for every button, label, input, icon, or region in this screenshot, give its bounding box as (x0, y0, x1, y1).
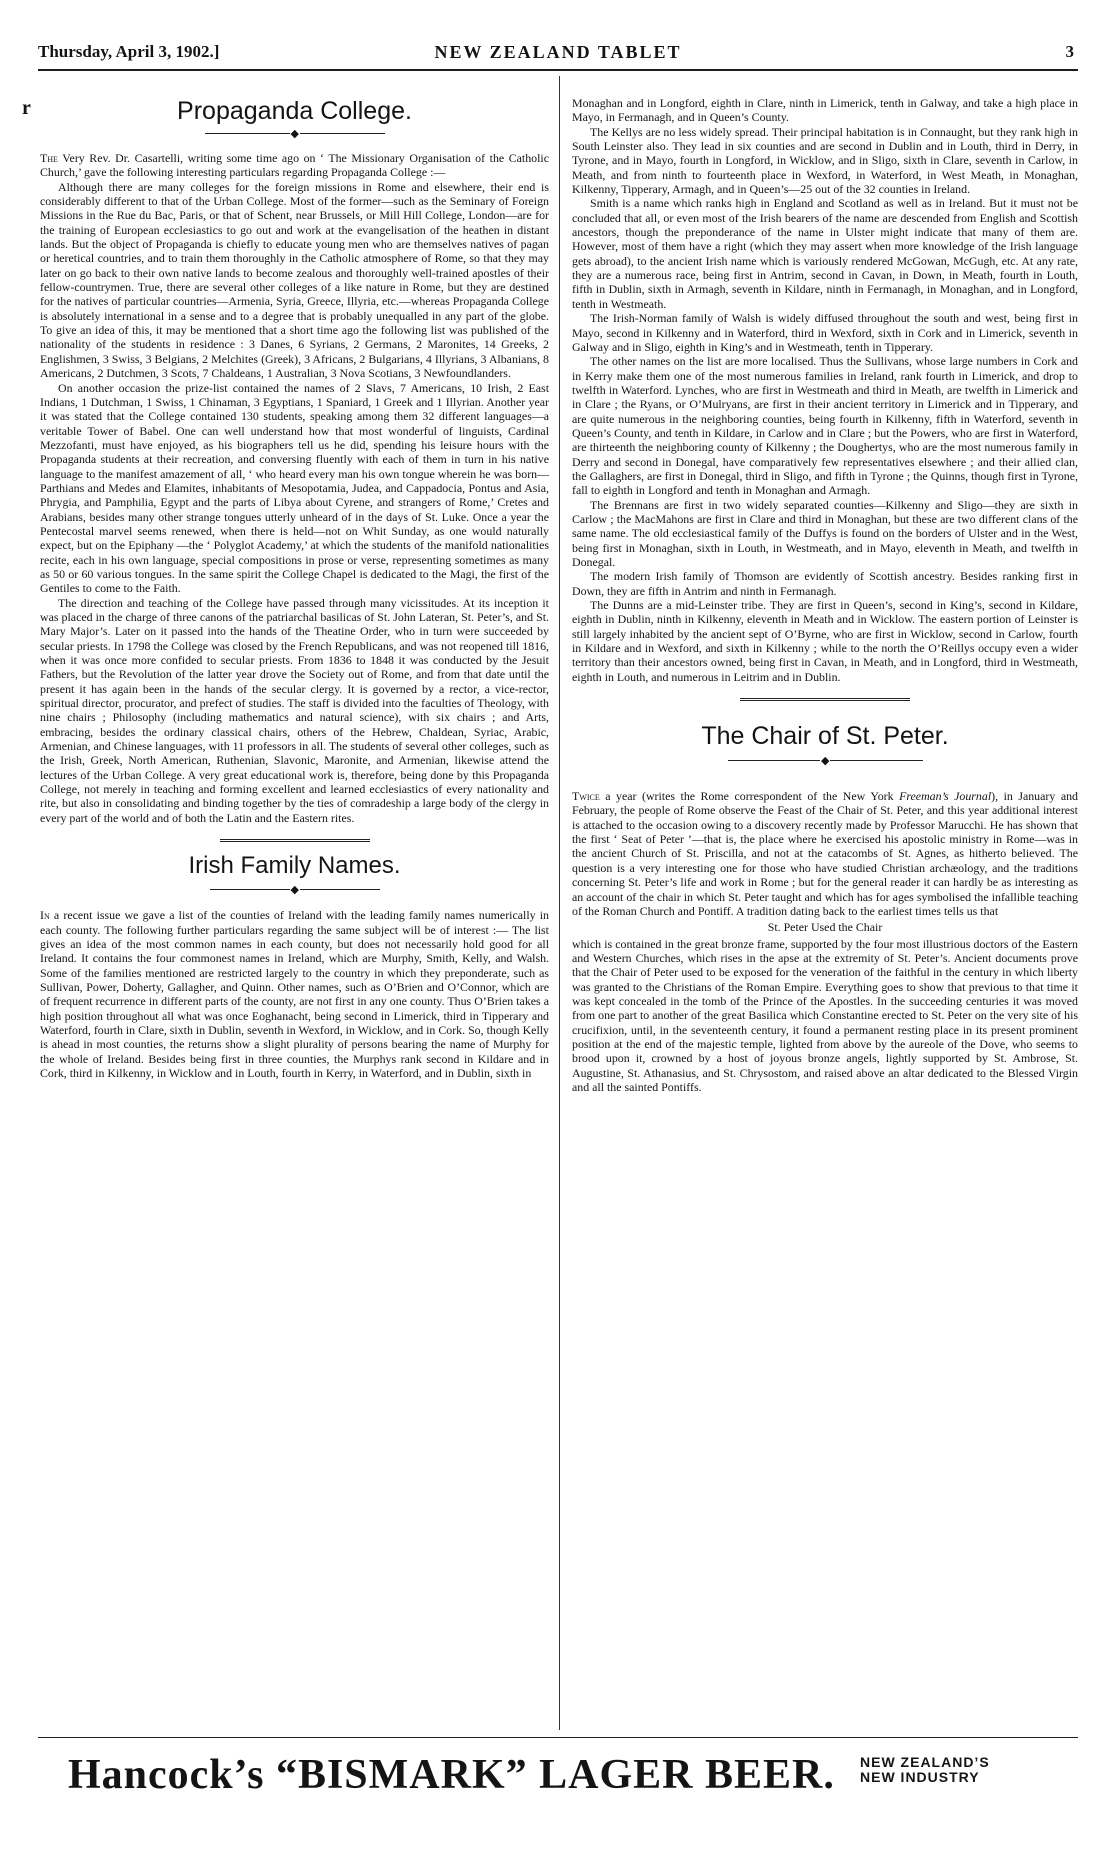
irish-continued-paragraph: The Irish-Norman family of Walsh is widely diffused throughout the south and west, being first in Mayo, second in Kilkenny and in Waterford, third in Wexford, sixth in Cork and in Limerick, seventh in Galway and in Sligo, eighth in King’s and in Westmeath, tenth in Tipperary. (572, 311, 1078, 354)
chair-paragraph: which is contained in the great bronze frame, supported by the four most illustrious doctors of the Eastern and Western Churches, which rises in the apse at the extremity of St. Peter’s. Ancient documents prove that the Chair of Peter used to be exposed for the veneration of the faithful in the century in which liberty was granted to the Christians of the Roman Empire. Everything goes to show that previous to that time it was kept concealed in the tomb of the Prince of the Apostles. In the succeeding centuries it was moved from one part to another of the great Basilica which Constantine erected to St. Peter on the very site of his crucifixion, until, in the seventeenth century, it found a permanent resting place in its present prominent position at the end of the majestic temple, lighted from above by the aureole of the Dove, who seems to brood upon it, crowned by a host of joyous bronze angels, lightly supported by St. Ambrose, St. Augustine, St. Athanasius, and St. Chrysostom, and raised above an altar dedicated to the Blessed Virgin and all the sainted Pontiffs. (572, 936, 1078, 1094)
propaganda-paragraph: The Very Rev. Dr. Casartelli, writing some time ago on ‘ The Missionary Organisation of the Catholic Church,’ gave the following interesting particulars regarding Propaganda College :— (40, 151, 549, 180)
irish-continued-paragraph: Monaghan and in Longford, eighth in Clare, ninth in Limerick, tenth in Galway, and take a high place in Mayo, in Fermanagh, and in Queen’s County. (572, 96, 1078, 125)
tagline-line: NEW ZEALAND’S (860, 1754, 990, 1770)
propaganda-paragraph: The direction and teaching of the College have passed through many vicissitudes. At its inception it was placed in the charge of three canons of the patriarchal basilicas of St. John Lateran, St. Peter’s, and St. Mary Major’s. Later on it passed into the hands of the Theatine Order, who in turn were succeeded by secular priests. In 1798 the College was closed by the French Republicans, and was not reopened till 1816, when it was once more confided to secular priests. From 1836 to 1848 it was conducted by the Jesuit Fathers, but the Revolution of the latter year drove the Society out of Rome, and from that date until the present it has again been in the hands of the secular clergy. It is governed by a rector, a vice-rector, spiritual director, procurator, and prefect of studies. The staff is divided into the faculties of Theology, with nine chairs ; Philosophy (including mathematics and natural science), with six chairs ; and Arts, embracing, besides the ordinary classical chairs, others of the Hebrew, Chaldean, Syriac, Arabic, Armenian, and Chinese languages, with 11 professors in all. The students of several other colleges, such as the Irish, Greek, North American, Ruthenian, Slavonic, Maronite, and Armenian, likewise attend the lectures of the Urban College. A very great educational work is, therefore, being done by this Propaganda College, not merely in teaching and forming excellent and learned ecclesiastics of every nationality and rite, but also in consolidating and binding together by the ties of comradeship a large body of the clergy in every part of the world and of both the Latin and the Eastern rites. (40, 595, 549, 825)
chair-lead: Twice (572, 789, 600, 804)
irish-continued-paragraph: The Dunns are a mid-Leinster tribe. They are first in Queen’s, second in King’s, second in Kildare, eighth in Dublin, ninth in Kilkenny, eleventh in Meath and in Wicklow. The eastern portion of Leinster is still largely inhabited by the ancient sept of O’Byrne, who are first in Wicklow, second in Carlow, fourth in Kildare and in Wexford, and sixth in Kilkenny ; while to the north the O’Reillys occupy even a wider territory than their ancestors owned, being first in Cavan, in Meath, and in Longford, third in Westmeath, eighth in Louth, and numerous in Leitrim and in Dublin. (572, 598, 1078, 684)
irish-continued-paragraph: The modern Irish family of Thomson are evidently of Scottish ancestry. Besides ranking first in Down, they are fifth in Antrim and ninth in Fermanagh. (572, 569, 1078, 598)
irish-ornament (210, 884, 380, 896)
irish-title: Irish Family Names. (188, 852, 401, 880)
propaganda-paragraph: On another occasion the prize-list contained the names of 2 Slavs, 7 Americans, 10 Irish, 2 East Indians, 1 Dutchman, 1 Swiss, 1 Chinaman, 3 Egyptians, 1 Spaniard, 1 Greek and 1 Illyrian. Another year it was stated that the College contained 130 students, speaking among them 32 different languages—a veritable Tower of Babel. One can well understand how that most wonderful of linguists, Cardinal Mezzofanti, must have enjoyed, as his biographers tell us he did, spending his leisure hours with the Propaganda students at their recreation, and conversing fluently with each of them in turn in his native language to the manifest amazement of all, ‘ who heard every man his own tongue wherein he was born—Parthians and Medes and Elamites, inhabitants of Mesopotamia, Judea, and Cappadocia, Pontus and Asia, Phrygia, and Pamphilia, Egypt and the parts of Libya about Cyrene, and strangers of Rome,’ Cretes and Arabians, besides many other strange tongues utterly unheard of in the days of St. Luke. Once a year the Pentecostal marvel seems renewed, when there is held—not on Whit Sunday, as one would naturally expect, but on the Epiphany —the ‘ Polyglot Academy,’ at which the students of the manifold nationalities recite, each in his own language, special compositions in prose or verse, representing sometimes as many as 50 or 60 various tongues. In the same spirit the College Chapel is dedicated to the Magi, the first of the Gentiles to come to the Faith. (40, 380, 549, 596)
left-column (40, 96, 549, 1724)
tagline-line: NEW INDUSTRY (860, 1769, 980, 1785)
margin-mark: r (22, 97, 31, 119)
irish-continued-paragraph: Smith is a name which ranks high in England and Scotland as well as in Ireland. But it must not be concluded that all, or even most of the Irish bearers of the name are descended from English and Scottish ancestors, though the preponderance of the name in Ulster might indicate that many of them are. However, most of them have a right (which they may assert when more knowledge of the Irish language gets abroad), to the ancient Irish name which is variously rendered McGowan, McGugh, etc. At any rate, they are a numerous race, being first in Antrim, second in Cavan, in Down, in Meath, fourth in Louth, fifth in Dublin, sixth in Armagh, seventh in Kildare, ninth in Fermanagh, in Monaghan, and in Longford, tenth in Westmeath. (572, 196, 1078, 311)
propaganda-lead: The (40, 151, 58, 165)
journal-title: Freeman’s Journal (899, 789, 992, 804)
propaganda-paragraph: Although there are many colleges for the foreign missions in Rome and elsewhere, their end is considerably different to that of the Urban College. Most of the former—such as the Seminary of Foreign Missions in the Rue du Bac, Paris, or that of Schent, near Brussels, or Mill Hill College, London—are for the training of European ecclesiastics to go out and work at the evangelisation of the heathen in distant lands. But the object of Propaganda is chiefly to educate young men who are themselves natives of pagan or heretical countries, and to train them thoroughly in the Catholic atmosphere of Rome, so that they may later on go back to their own native lands to become zealous and thoroughly well-trained apostles of their fellow-countrymen. True, there are several other colleges of a like nature in Rome, but they are destined for the natives of particular countries—Armenia, Syria, Greece, Illyria, etc.—whereas Propaganda College is absolutely international in a sense and to a degree that is probably unequalled in any part of the globe. To give an idea of this, it may be mentioned that a short time ago the following list was published of the nationality of the students in residence : 3 Danes, 6 Syrians, 2 Germans, 2 Maronites, 14 Greeks, 2 Englishmen, 3 Swiss, 3 Belgians, 2 Melchites (Greek), 3 Africans, 2 Bulgarians, 4 Illyrians, 3 Albanians, 8 Americans, 2 Dutchmen, 3 Scots, 7 Chaldeans, 1 Australian, 3 Nova Scotians, 3 Newfoundlanders. (40, 179, 549, 381)
irish-continued-paragraph: The Kellys are no less widely spread. Their principal habitation is in Connaught, but they rank high in South Leinster also. They lead in six counties and are second in Dublin and in Louth, third in Derry, in Tyrone, and in Mayo, fourth in Longford, in Wicklow, and in Sligo, sixth in Clare, seventh in Carlow, in Meath, and from ninth to fourteenth place in Wexford, in Waterford, in West Meath, in Monaghan, Kilkenny, Tipperary, Armagh, and in Queen’s—25 out of the 32 counties in Ireland. (572, 124, 1078, 197)
page-number: 3 (1065, 42, 1074, 61)
chair-paragraph: Twice a year (writes the Rome correspondent of the New York Freeman’s Journal), in January and February, the people of Rome observe the Feast of the Chair of St. Peter, and this year additional interest is attached to the occasion owing to a discovery recently made by Professor Marucchi. He has shown that the first ‘ Seat of Peter ’—that is, the place where he exercised his apostolic ministry in Rome—was in the ancient Church of St. Priscilla, and not at the catacombs of St. Agnes, as hitherto believed. The question is a very interesting one for those who have studied Christian archæology, and the traditions concerning St. Peter’s life and work in Rome ; but for the general reader it can hardly be as interesting as an account of the chair in which St. Peter taught and which has for ages symbolised the infallible teaching of the Roman Church and Pontiff. A tradition dating back to the earliest times tells us that (572, 789, 1078, 918)
header-rule (38, 69, 1078, 71)
right-column (572, 96, 1078, 1724)
issue-date: Thursday, April 3, 1902.] (38, 42, 220, 61)
irish-paragraph: In a recent issue we gave a list of the counties of Ireland with the leading family names numerically in each county. The following further particulars regarding the same subject will be of interest :— The list gives an idea of the most common names in each county, but does not necessarily hold good for all Ireland. It contains the four commonest names in Ireland, which are Murphy, Smith, Kelly, and Walsh. Some of the families mentioned are restricted largely to the country in which they preponderate, such as Sullivan, Power, Doherty, Gallagher, and Quinn. Other names, such as O’Brien and O’Connor, which are of frequent recurrence in different parts of the county, are not first in any one county. Thus O’Brien takes a high position throughout all what was once Eoghanacht, being second in Limerick, third in Tipperary and Waterford, fourth in Clare, sixth in Dublin, seventh in Wexford, in Wicklow, and in Cork. So, though Kelly is ahead in most counties, the returns show a slight plurality of persons bearing the name of Murphy for the whole of Ireland. Besides being first in three counties, the Murphys rank second in Kildare and in Cork, third in Kilkenny, in Wicklow and in Louth, fourth in Kerry, in Waterford, and in Dublin, sixth in (40, 908, 549, 1080)
running-header (38, 40, 1078, 66)
column-divider (559, 76, 560, 1730)
irish-continued-paragraph: The other names on the list are more localised. Thus the Sullivans, whose large numbers in Cork and in Kerry make them one of the most numerous families in Ireland, rank fourth in Limerick, and drop to twelfth in Waterford. Lynches, who are first in Westmeath and third in Meath, are twelfth in Limerick and in Clare ; the Ryans, or O’Mulryans, are first in their ancient territory in Limerick and in Tipperary, and are quite numerous in the neighboring counties, being fourth in Kilkenny, fifth in Waterford, seventh in Queen’s County, and tenth in Kildare, in Carlow and in Clare ; but the Powers, who are first in Waterford, are thirteenth the neighboring county of Kilkenny ; the Doughertys, who are the most numerous family in Derry and second in Donegal, have comparatively few representatives elsewhere ; and their allied clan, the Gallaghers, are first in Donegal, third in Sligo, and fifth in Tyrone ; the Quinns, though first in Tyrone, fall to eighth in Longford and tenth in Monaghan and Armagh. (572, 354, 1078, 498)
chair-title: The Chair of St. Peter. (701, 722, 949, 751)
chair-ornament (728, 755, 923, 767)
advertisement-headline: Hancock’s “BISMARK” LAGER BEER. (68, 1752, 835, 1798)
section-rule (740, 698, 910, 704)
section-rule (220, 839, 370, 845)
diamond-ornament-icon: ◆ (290, 884, 299, 897)
chair-subhead: St. Peter Used the Chair (767, 920, 883, 935)
diamond-ornament-icon: ◆ (290, 128, 299, 140)
irish-continued-paragraph: The Brennans are first in two widely separated counties—Kilkenny and Sligo—they are sixth in Carlow ; the MacMahons are first in Clare and third in Monaghan, but these are two different clans of the same name. The old ecclesiastical family of the Duffys is found on the borders of Ulster and in the West, being first in Monaghan, sixth in Louth, in Westmeath, and in Mayo, eleventh in Meath, and twelfth in Donegal. (572, 497, 1078, 569)
propaganda-title: Propaganda College. (177, 97, 412, 125)
diamond-ornament-icon: ◆ (821, 755, 830, 768)
propaganda-ornament (205, 128, 385, 140)
irish-lead: In (40, 908, 50, 923)
paper-title: NEW ZEALAND TABLET (434, 42, 682, 62)
advertisement-rule (38, 1737, 1078, 1738)
advertisement-tagline (860, 1755, 990, 1785)
